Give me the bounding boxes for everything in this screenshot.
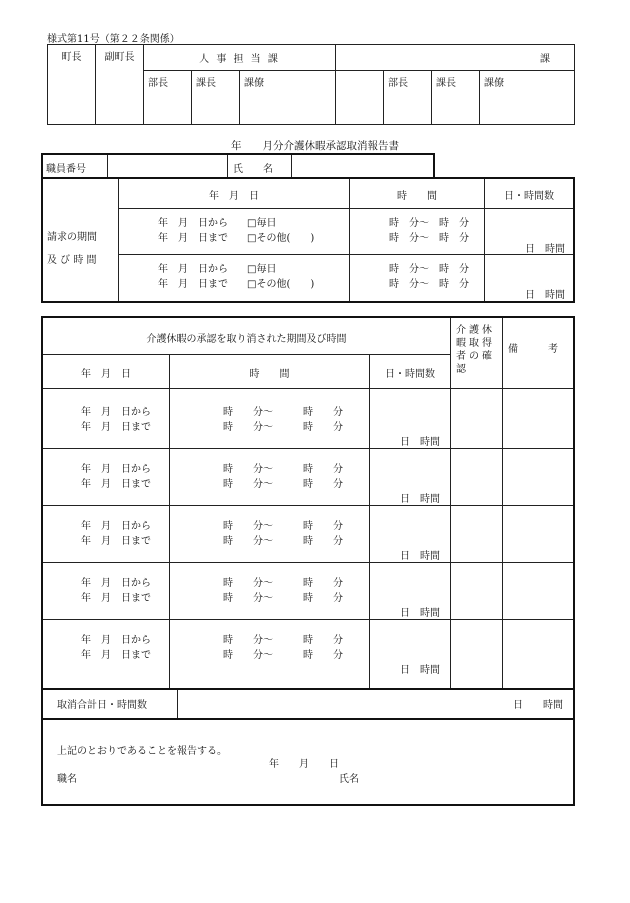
- cancel-col-days: 日・時間数: [385, 369, 435, 380]
- cancel-total-value: 日 時間: [513, 700, 563, 711]
- cancel-row-2-time: 時 分～ 時 分 時 分～ 時 分: [223, 464, 343, 490]
- blank-cell: [336, 71, 384, 125]
- request-col-date: 年 月 日: [209, 191, 259, 202]
- bucho2-cell: 部長: [384, 71, 432, 125]
- kacho2-cell: 課長: [432, 71, 480, 125]
- cancel-total-label: 取消合計日・時間数: [57, 700, 147, 711]
- report-post-label: 職名: [57, 774, 77, 785]
- kahyo-cell: 課僚: [240, 71, 336, 125]
- cancel-heading: 介護休暇の承認を取り消された期間及び時間: [146, 334, 347, 345]
- cancel-row-1-days: 日 時間: [400, 437, 440, 448]
- kacho-cell: 課長: [192, 71, 240, 125]
- cancel-confirm-header: 介護休暇取得者の確認: [456, 325, 495, 375]
- request-period-box: [41, 177, 575, 303]
- cancel-row-2-days: 日 時間: [400, 494, 440, 505]
- cancel-row-5-time: 時 分～ 時 分 時 分～ 時 分: [223, 635, 343, 661]
- request-row-2-type: □毎日 □その他( ): [247, 264, 315, 290]
- request-row-2-date: 年 月 日から 年 月 日まで: [158, 264, 228, 290]
- bucho-cell: 部長: [144, 71, 192, 125]
- request-row-1-type: □毎日 □その他( ): [247, 218, 315, 244]
- request-row-2-time: 時 分～ 時 分 時 分～ 時 分: [389, 264, 469, 290]
- cancel-row-1-date: 年 月 日から 年 月 日まで: [81, 407, 151, 433]
- employee-number-label: 職員番号: [46, 164, 86, 175]
- employee-name-label: 氏 名: [233, 164, 273, 175]
- request-row-1-time: 時 分～ 時 分 時 分～ 時 分: [389, 218, 469, 244]
- request-row-2-days: 日 時間: [525, 290, 565, 301]
- cancel-row-5-date: 年 月 日から 年 月 日まで: [81, 635, 151, 661]
- cancel-row-5-days: 日 時間: [400, 665, 440, 676]
- request-col-time: 時 間: [397, 191, 437, 202]
- cancel-col-date: 年 月 日: [81, 369, 131, 380]
- cancellation-box: [41, 316, 575, 806]
- mayor-cell: 町長: [48, 45, 96, 125]
- cancel-row-3-days: 日 時間: [400, 551, 440, 562]
- cancel-row-3-time: 時 分～ 時 分 時 分～ 時 分: [223, 521, 343, 547]
- employee-row: [41, 153, 435, 179]
- request-row-1-date: 年 月 日から 年 月 日まで: [158, 218, 228, 244]
- report-date: 年 月 日: [269, 759, 339, 770]
- cancel-row-4-time: 時 分～ 時 分 時 分～ 時 分: [223, 578, 343, 604]
- approval-table: [47, 44, 575, 125]
- vice-mayor-cell: 副町長: [96, 45, 144, 125]
- request-row-1-days: 日 時間: [525, 244, 565, 255]
- hr-section-header: 人 事 担 当 課: [144, 45, 336, 71]
- request-period-label: 請求の期間: [47, 232, 97, 243]
- cancel-col-time: 時 間: [249, 369, 290, 380]
- request-time-label: 及 び 時 間: [47, 255, 97, 266]
- cancel-row-4-date: 年 月 日から 年 月 日まで: [81, 578, 151, 604]
- report-name-label: 氏名: [339, 774, 359, 785]
- cancel-row-3-date: 年 月 日から 年 月 日まで: [81, 521, 151, 547]
- kahyo2-cell: 課僚: [480, 71, 575, 125]
- cancel-row-4-days: 日 時間: [400, 608, 440, 619]
- cancel-remarks-header: 備 考: [508, 344, 558, 355]
- cancel-row-1-time: 時 分～ 時 分 時 分～ 時 分: [223, 407, 343, 433]
- cancel-row-2-date: 年 月 日から 年 月 日まで: [81, 464, 151, 490]
- report-statement: 上記のとおりであることを報告する。: [57, 746, 227, 757]
- form-number: 様式第11号（第２２条関係）: [47, 34, 180, 45]
- form-title: 年 月分介護休暇承認取消報告書: [231, 140, 399, 152]
- request-col-days: 日・時間数: [504, 191, 554, 202]
- section-header: 課: [336, 45, 575, 71]
